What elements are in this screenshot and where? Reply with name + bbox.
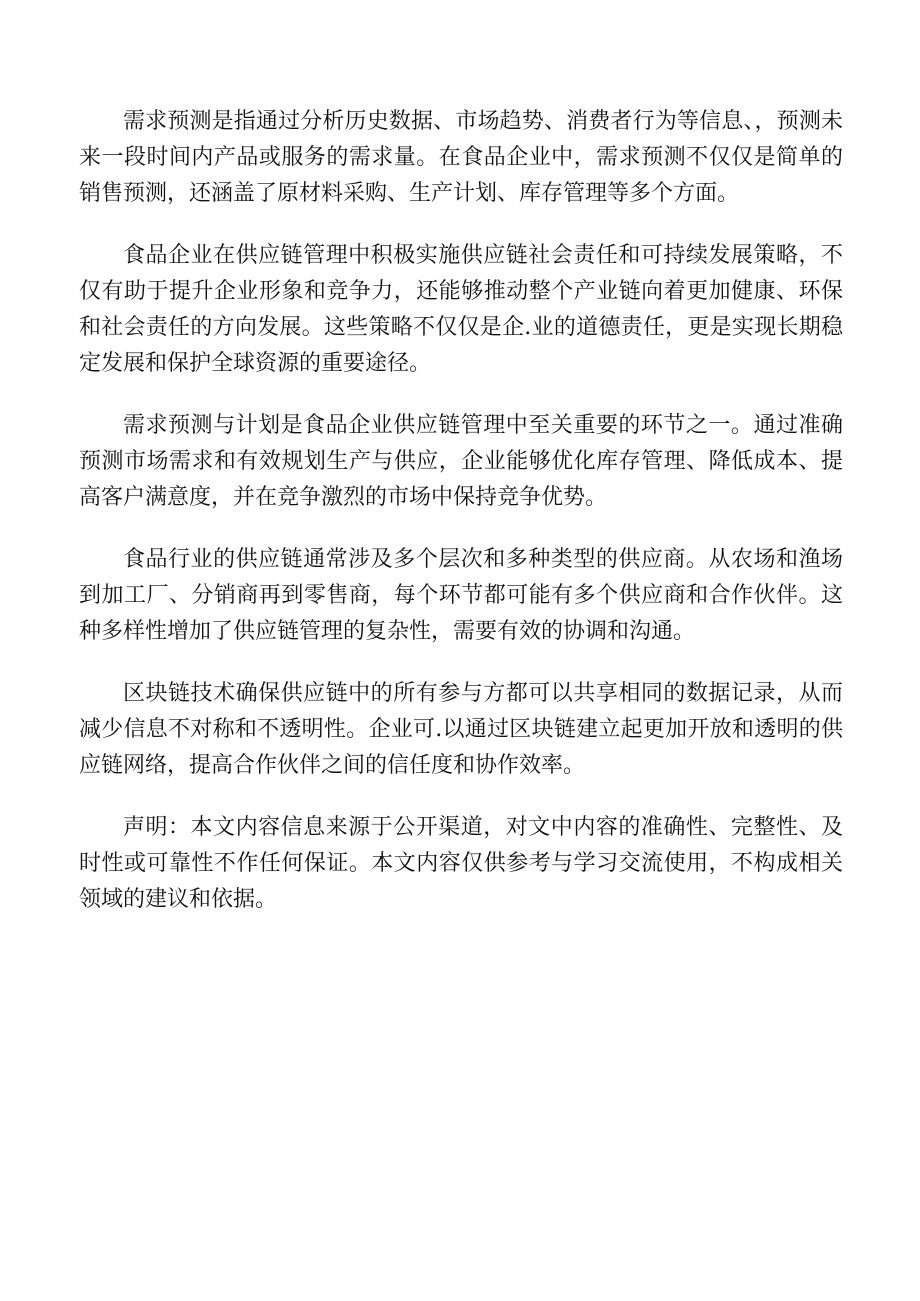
- paragraph-social-responsibility: 食品企业在供应链管理中积极实施供应链社会责任和可持续发展策略，不仅有助于提升企业形象和竞争力，还能够推动整个产业链向着更加健康、环保和社会责任的方向发展。这些策略不仅仅是企.业的道德责任，更是实现长期稳定发展和保护全球资源的重要途径。: [79, 243, 843, 376]
- paragraph-blockchain: 区块链技术确保供应链中的所有参与方都可以共享相同的数据记录，从而减少信息不对称和不透明性。企业可.以通过区块链建立起更加开放和透明的供应链网络，提高合作伙伴之间的信任度和协作效率。: [79, 681, 843, 778]
- paragraph-demand-planning: 需求预测与计划是食品企业供应链管理中至关重要的环节之一。通过准确预测市场需求和有效规划生产与供应，企业能够优化库存管理、降低成本、提高客户满意度，并在竞争激烈的市场中保持竞争优势。: [79, 413, 843, 510]
- paragraph-supplier-diversity: 食品行业的供应链通常涉及多个层次和多种类型的供应商。从农场和渔场到加工厂、分销商再到零售商，每个环节都可能有多个供应商和合作伙伴。这种多样性增加了供应链管理的复杂性，需要有效的协调和沟通。: [79, 547, 843, 644]
- document-body: [79, 104, 843, 944]
- paragraph-demand-forecast-definition: 需求预测是指通过分析历史数据、市场趋势、消费者行为等信息、，预测未来一段时间内产品或服务的需求量。在食品企业中，需求预测不仅仅是简单的销售预测，还涵盖了原材料采购、生产计划、库存管理等多个方面。: [79, 109, 843, 206]
- paragraph-disclaimer: 声明：本文内容信息来源于公开渠道，对文中内容的准确性、完整性、及时性或可靠性不作任何保证。本文内容仅供参考与学习交流使用，不构成相关领域的建议和依据。: [79, 815, 843, 912]
